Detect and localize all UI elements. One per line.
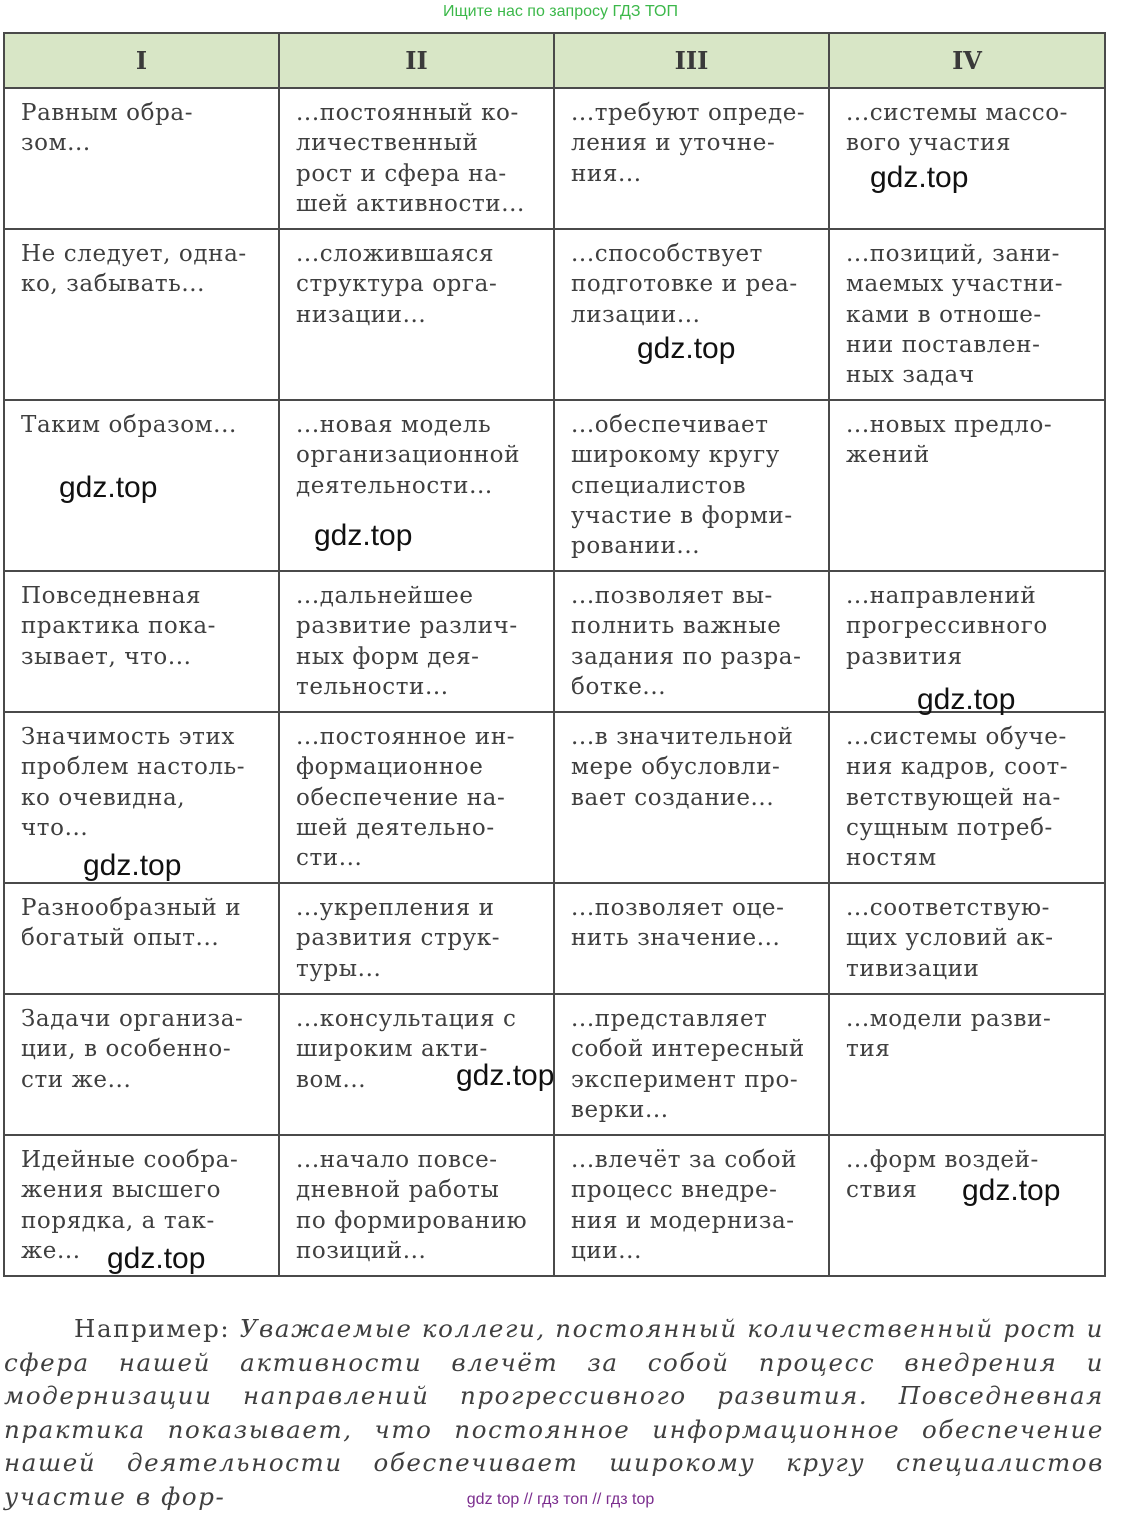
- table-cell: [279, 1135, 554, 1276]
- table-row: [4, 994, 1105, 1135]
- cell-text: ...позиций, зани- маемых участни- ками в отноше- нии поставлен- ных задач: [846, 241, 1064, 389]
- cell-text: ...постоянный ко- личественный рост и сфера на- шей активности...: [296, 100, 525, 217]
- table-cell: [554, 994, 829, 1135]
- cell-text: ...постоянное ин- формационное обеспечение на- шей деятельно- сти...: [296, 724, 516, 872]
- footer-watermark: gdz top // гдз топ // гдз top: [466, 1491, 655, 1508]
- watermark: gdz.top: [59, 471, 158, 504]
- cell-text: ...соответствую- щих условий ак- тивизации: [846, 895, 1054, 982]
- column-header-3: III: [554, 33, 829, 88]
- cell-text: ...системы обуче- ния кадров, соот- ветствующей на- сущным потреб- ностям: [846, 724, 1069, 872]
- table-row: [4, 571, 1105, 712]
- table-cell: [829, 1135, 1105, 1276]
- table-row: [4, 883, 1105, 994]
- watermark: gdz.top: [83, 849, 182, 882]
- cell-text: ...новая модель организационной деятельности...: [296, 412, 521, 499]
- table-cell: [829, 88, 1105, 229]
- cell-text: ...консультация с широким акти- вом...: [296, 1006, 517, 1093]
- example-lead: Например:: [74, 1314, 231, 1343]
- table-cell: [4, 1135, 279, 1276]
- table-row: [4, 712, 1105, 883]
- cell-text: ...позволяет оце- нить значение...: [571, 895, 785, 952]
- table-cell: [4, 88, 279, 229]
- table-cell: [4, 883, 279, 994]
- cell-text: ...требуют опреде- ления и уточне- ния...: [571, 100, 806, 187]
- cell-text: Повседневная практика пока- зывает, что...: [21, 583, 217, 670]
- search-hint-banner: Ищите нас по запросу ГДЗ ТОП: [443, 3, 678, 20]
- table-cell: [279, 88, 554, 229]
- table-row: [4, 229, 1105, 400]
- cell-text: Таким образом...: [21, 412, 237, 438]
- cell-text: ...позволяет вы- полнить важные задания по разра- ботке...: [571, 583, 802, 700]
- table-cell: [554, 229, 829, 400]
- watermark: gdz.top: [962, 1174, 1061, 1207]
- cell-text: ...представляет собой интересный эксперимент про- верки...: [571, 1006, 805, 1123]
- table-cell: [4, 712, 279, 883]
- cell-text: ...начало повсе- дневной работы по формированию позиций...: [296, 1147, 528, 1264]
- table-cell: [554, 400, 829, 571]
- table-cell: [279, 571, 554, 712]
- cell-text: ...в значительной мере обусловли- вает создание...: [571, 724, 794, 811]
- table-cell: [829, 229, 1105, 400]
- cell-text: ...укрепления и развития струк- туры...: [296, 895, 501, 982]
- table-cell: [829, 994, 1105, 1135]
- header-row: [4, 33, 1105, 88]
- cell-text: ...новых предло- жений: [846, 412, 1053, 469]
- table-row: [4, 88, 1105, 229]
- cell-text: ...обеспечивает широкому кругу специалистов участие в форми- ровании...: [571, 412, 793, 560]
- watermark: gdz.top: [456, 1059, 555, 1092]
- table-cell: [279, 994, 554, 1135]
- cell-text: ...направлений прогрессивного развития: [846, 583, 1048, 670]
- table-cell: [829, 571, 1105, 716]
- table-row: [4, 1135, 1105, 1276]
- table-cell: [279, 883, 554, 994]
- table-cell: [279, 229, 554, 400]
- table-cell: [554, 571, 829, 712]
- cell-text: Задачи организа- ции, в особенно- сти же...: [21, 1006, 244, 1093]
- table-cell: [4, 994, 279, 1135]
- cell-text: Идейные сообра- жения высшего порядка, а так- же...: [21, 1147, 239, 1264]
- cell-text: ...дальнейшее развитие различ- ных форм дея- тельности...: [296, 583, 518, 700]
- table-cell: [279, 400, 554, 571]
- cell-text: Разнообразный и богатый опыт...: [21, 895, 242, 952]
- table-cell: [829, 400, 1105, 571]
- table-cell: [4, 400, 279, 571]
- table-cell: [829, 712, 1105, 883]
- column-header-2: II: [279, 33, 554, 88]
- watermark: gdz.top: [637, 332, 736, 365]
- table-cell: [829, 883, 1105, 994]
- table-cell: [554, 883, 829, 994]
- table-cell: [554, 712, 829, 883]
- table-cell: [279, 712, 554, 883]
- watermark: gdz.top: [870, 161, 969, 194]
- column-header-1: I: [4, 33, 279, 88]
- table-row: [4, 400, 1105, 571]
- example-paragraph: [4, 1312, 1104, 1514]
- example-body: Уважаемые коллеги, постоянный количественный рост и сфера нашей активности влечёт за собой процесс внедрения и модернизации направлений прогрессивного развития. Повседневная практика показывает, что постоянное информационное обеспечение нашей деятельности обеспечивает широкому кругу специалистов участие в фор-: [4, 1314, 1104, 1511]
- cell-text: ...сложившаяся структура орга- низации...: [296, 241, 498, 328]
- cell-text: ...системы массо- вого участия: [846, 100, 1069, 157]
- cell-text: Равным обра- зом...: [21, 100, 194, 157]
- cell-text: ...способствует подготовке и реа- лизации...: [571, 241, 798, 328]
- cell-text: Значимость этих проблем настоль- ко очевидна, что...: [21, 724, 246, 841]
- table-cell: [4, 229, 279, 400]
- phrase-table: [3, 32, 1106, 1277]
- cell-text: Не следует, одна- ко, забывать...: [21, 241, 247, 298]
- table-cell: [554, 88, 829, 229]
- watermark: gdz.top: [107, 1242, 206, 1275]
- table-cell: [554, 1135, 829, 1276]
- column-header-4: IV: [829, 33, 1105, 88]
- watermark: gdz.top: [314, 519, 413, 552]
- table-cell: [4, 571, 279, 712]
- watermark: gdz.top: [917, 683, 1016, 716]
- cell-text: ...модели разви- тия: [846, 1006, 1052, 1063]
- cell-text: ...форм воздей- ствия: [846, 1147, 1039, 1204]
- cell-text: ...влечёт за собой процесс внедре- ния и модерниза- ции...: [571, 1147, 798, 1264]
